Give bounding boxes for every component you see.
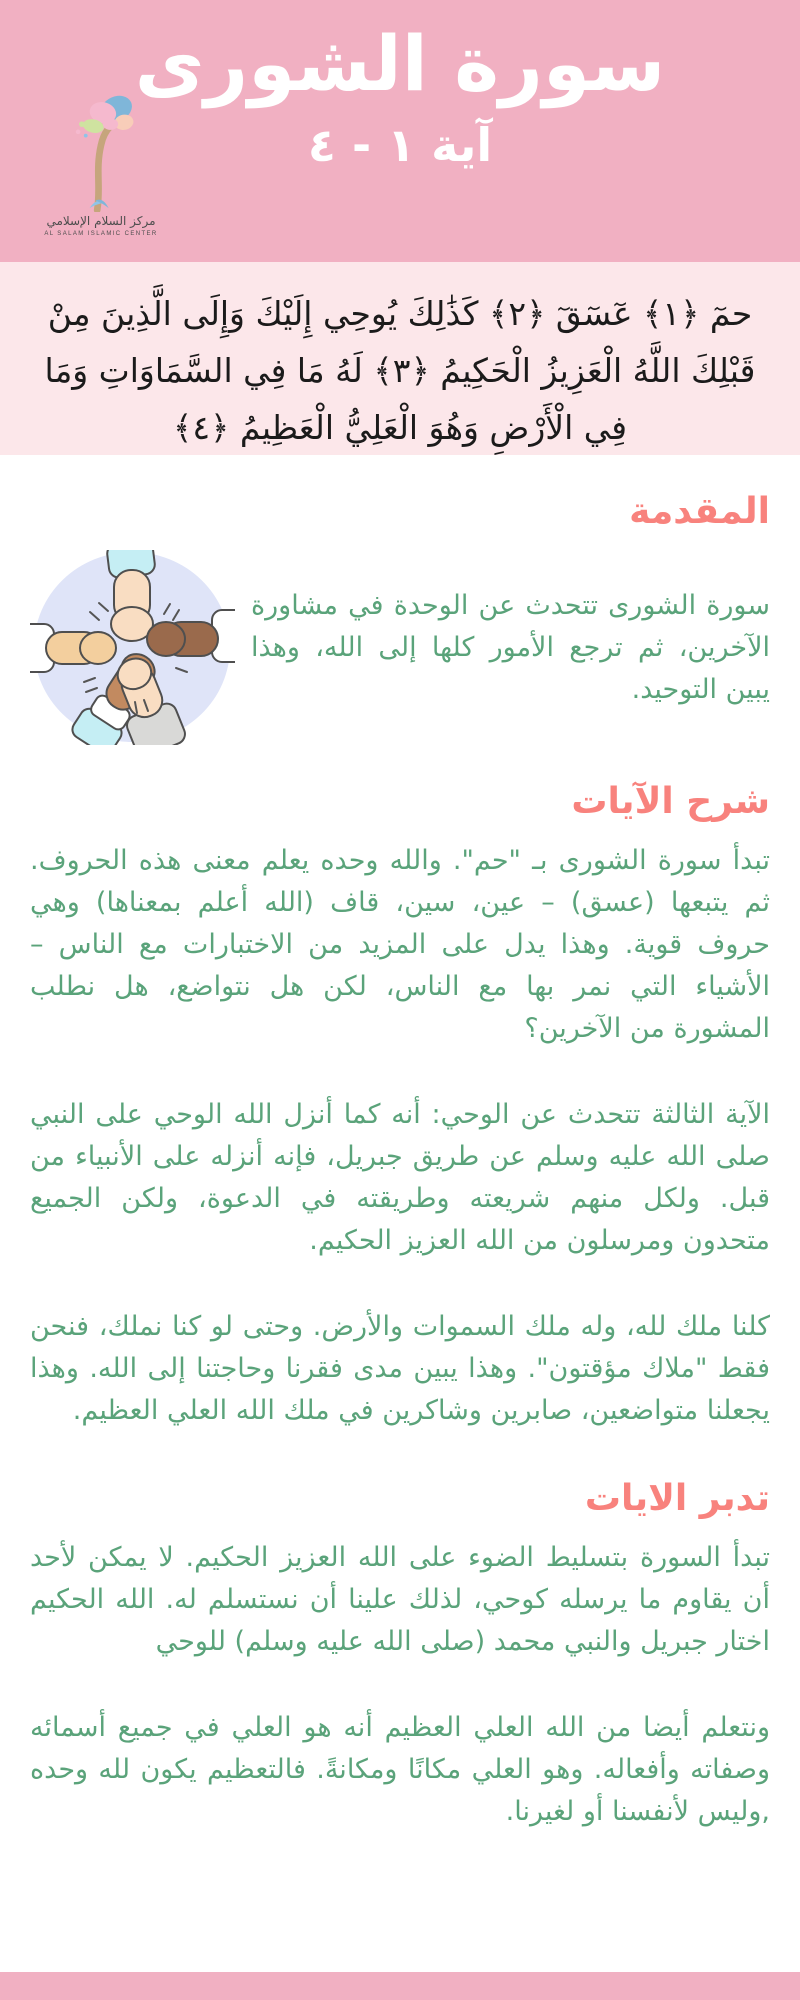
header: [0, 0, 800, 262]
logo-english-name: AL SALAM ISLAMIC CENTER: [44, 231, 158, 237]
explanation-paragraph-3: كلنا ملك لله، وله ملك السموات والأرض. وحتى لو كنا نملك، فنحن فقط "ملاك مؤقتون". وهذا يبين مدى فقرنا وحاجتنا إلى الله. وهذا يجعلنا متواضعين، صابرين وشاكرين في ملك الله العلي العظيم.: [30, 1311, 770, 1426]
quran-verse-text: حمٓ ﴿١﴾ عٓسٓقٓ ﴿٢﴾ كَذَٰلِكَ يُوحِي إِلَيْكَ وَإِلَى الَّذِينَ مِنْ قَبْلِكَ اللَّهُ الْعَزِيزُ الْحَكِيمُ ﴿٣﴾ لَهُ مَا فِي السَّمَاوَاتِ وَمَا فِي الْأَرْضِ وَهُوَ الْعَلِيُّ الْعَظِيمُ ﴿٤﴾: [44, 294, 756, 447]
explanation-paragraph-2: الآية الثالثة تتحدث عن الوحي: أنه كما أنزل الله الوحي على النبي صلى الله عليه وسلم عن طريق جبريل، فإنه أنزله على الأنبياء من قبل. ولكل منهم شريعته وطريقته في الدعوة، ولكن الجميع متحدون ومرسلون من الله العزيز الحكيم.: [30, 1099, 770, 1256]
reflection-paragraph-2: ونتعلم أيضا من الله العلي العظيم أنه هو العلي في جميع أسمائه وصفاته وأفعاله. وهو العلي مكانًا ومكانةً. فالتعظيم يكون لله وحده ,وليس لأنفسنا أو لغيرنا.: [30, 1712, 770, 1827]
introduction-row: [30, 550, 770, 745]
footer-bar: [0, 1972, 800, 2000]
section-heading-explanation: شرح الآيات: [571, 781, 770, 822]
page-title: سورة الشورى: [134, 19, 666, 108]
fist-bump-illustration: [30, 550, 235, 745]
quran-verse-band: [0, 262, 800, 455]
section-heading-introduction: المقدمة: [629, 491, 770, 532]
section-heading-reflection: تدبر الايات: [584, 1478, 770, 1519]
reflection-paragraph-1: تبدأ السورة بتسليط الضوء على الله العزيز الحكيم. لا يمكن لأحد أن يقاوم ما يرسله كوحي، لذلك علينا أن نستسلم له. الله الحكيم اختار جبريل والنبي محمد (صلى الله عليه وسلم) للوحي: [30, 1542, 770, 1657]
logo-arabic-name: مركز السلام الإسلامي: [46, 214, 156, 228]
tree-logo-icon: [53, 86, 149, 212]
introduction-paragraph: سورة الشورى تتحدث عن الوحدة في مشاورة الآخرين، ثم ترجع الأمور كلها إلى الله، وهذا يبين التوحيد.: [251, 589, 770, 705]
content: [0, 489, 800, 1833]
logo: [36, 86, 166, 237]
explanation-paragraph-1: تبدأ سورة الشورى بـ "حم". والله وحده يعلم معنى هذه الحروف. ثم يتبعها (عسق) – عين، سين، قاف (الله أعلم بمعناها) وهي حروف قوية. وهذا يدل على المزيد من الاختبارات مع الناس – الأشياء التي نمر بها مع الناس، لكن هل نتواضع، هل نطلب المشورة من الآخرين؟: [30, 845, 770, 1044]
page-subtitle: آية ١ - ٤: [307, 118, 493, 172]
